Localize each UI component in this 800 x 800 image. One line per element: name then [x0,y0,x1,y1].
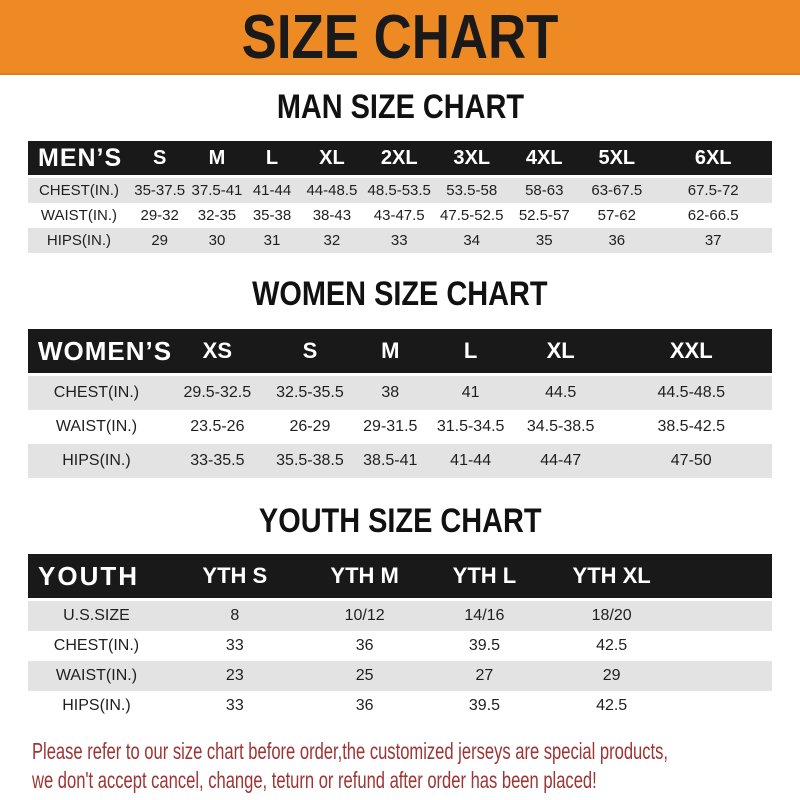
women-size-value-cell: 38 [350,375,430,411]
men-size-value-cell: 62-66.5 [654,203,772,228]
men-size-value-cell: 29-32 [130,203,190,228]
men-size-value-cell: 47.5-52.5 [434,203,509,228]
men-size-value-cell: 67.5-72 [654,177,772,204]
men-size-value-cell: 37 [654,228,772,253]
youth-size-value-cell: 36 [305,691,425,721]
youth-row-filler [679,631,772,661]
youth-column-header: YTH M [305,554,425,600]
youth-row-label: WAIST(IN.) [28,661,165,691]
men-column-header: 6XL [654,141,772,177]
youth-size-value-cell: 25 [305,661,425,691]
footer-note-line-1: Please refer to our size chart before order,the customized jerseys are special products, [32,738,669,764]
men-size-value-cell: 53.5-58 [434,177,509,204]
youth-size-value-cell: 42.5 [544,691,679,721]
women-table-header-row [28,329,772,375]
women-column-header: XL [511,329,611,375]
men-size-value-cell: 36 [579,228,654,253]
men-row-label: HIPS(IN.) [28,228,130,253]
women-size-value-cell: 41-44 [430,444,510,478]
men-size-value-cell: 31 [244,228,299,253]
men-size-table [28,141,772,253]
youth-size-table [28,554,772,721]
women-corner-label: WOMEN’S [28,329,165,375]
men-section-heading-text: MAN SIZE CHART [276,88,524,126]
youth-row-filler [679,600,772,632]
youth-header-filler [679,554,772,600]
women-column-header: XXL [611,329,773,375]
men-section-heading [0,88,800,126]
men-size-value-cell: 30 [189,228,244,253]
men-size-value-cell: 57-62 [579,203,654,228]
women-table-row [28,375,772,411]
men-size-value-cell: 38-43 [300,203,365,228]
men-size-value-cell: 29 [130,228,190,253]
men-column-header: S [130,141,190,177]
youth-row-filler [679,661,772,691]
women-size-value-cell: 32.5-35.5 [270,375,350,411]
youth-section-heading [0,502,800,540]
youth-size-value-cell: 29 [544,661,679,691]
men-size-value-cell: 52.5-57 [509,203,579,228]
women-size-value-cell: 35.5-38.5 [270,444,350,478]
men-size-value-cell: 34 [434,228,509,253]
women-size-value-cell: 38.5-41 [350,444,430,478]
men-size-value-cell: 35-38 [244,203,299,228]
men-column-header: 3XL [434,141,509,177]
youth-row-label: U.S.SIZE [28,600,165,632]
women-size-value-cell: 29.5-32.5 [165,375,270,411]
youth-size-value-cell: 14/16 [425,600,545,632]
men-size-value-cell: 37.5-41 [189,177,244,204]
women-row-label: WAIST(IN.) [28,410,165,444]
women-size-value-cell: 33-35.5 [165,444,270,478]
women-size-value-cell: 44-47 [511,444,611,478]
youth-column-header: YTH L [425,554,545,600]
women-table-row [28,444,772,478]
youth-size-value-cell: 39.5 [425,691,545,721]
men-table-row [28,177,772,204]
footer-note [32,737,800,795]
men-size-value-cell: 32 [300,228,365,253]
men-size-value-cell: 35-37.5 [130,177,190,204]
women-column-header: L [430,329,510,375]
youth-size-value-cell: 33 [165,691,305,721]
women-size-value-cell: 34.5-38.5 [511,410,611,444]
youth-column-header: YTH XL [544,554,679,600]
footer-note-line-2: we don't accept cancel, change, teturn or refund after order has been placed! [32,767,597,793]
men-size-value-cell: 41-44 [244,177,299,204]
youth-column-header: YTH S [165,554,305,600]
women-size-value-cell: 38.5-42.5 [611,410,773,444]
men-size-value-cell: 63-67.5 [579,177,654,204]
men-column-header: XL [300,141,365,177]
women-size-value-cell: 26-29 [270,410,350,444]
women-row-label: HIPS(IN.) [28,444,165,478]
men-size-value-cell: 48.5-53.5 [364,177,434,204]
youth-section-heading-text: YOUTH SIZE CHART [258,502,542,540]
youth-table-row [28,691,772,721]
men-row-label: CHEST(IN.) [28,177,130,204]
youth-size-value-cell: 39.5 [425,631,545,661]
youth-size-value-cell: 33 [165,631,305,661]
men-size-value-cell: 58-63 [509,177,579,204]
youth-row-label: CHEST(IN.) [28,631,165,661]
women-size-value-cell: 23.5-26 [165,410,270,444]
youth-table-row [28,661,772,691]
men-row-label: WAIST(IN.) [28,203,130,228]
men-column-header: L [244,141,299,177]
women-size-value-cell: 44.5 [511,375,611,411]
men-column-header: M [189,141,244,177]
youth-table-row [28,600,772,632]
men-corner-label: MEN’S [28,141,130,177]
banner-title: SIZE CHART [241,1,559,72]
women-row-label: CHEST(IN.) [28,375,165,411]
youth-table-row [28,631,772,661]
men-size-value-cell: 44-48.5 [300,177,365,204]
men-column-header: 5XL [579,141,654,177]
men-table-row [28,228,772,253]
youth-table-header-row [28,554,772,600]
youth-row-label: HIPS(IN.) [28,691,165,721]
men-column-header: 4XL [509,141,579,177]
youth-size-value-cell: 8 [165,600,305,632]
women-section-heading [0,275,800,313]
women-size-table [28,329,772,478]
youth-row-filler [679,691,772,721]
youth-size-value-cell: 10/12 [305,600,425,632]
men-size-value-cell: 32-35 [189,203,244,228]
women-column-header: M [350,329,430,375]
youth-size-value-cell: 42.5 [544,631,679,661]
youth-size-value-cell: 18/20 [544,600,679,632]
men-size-value-cell: 33 [364,228,434,253]
size-chart-banner [0,0,800,75]
men-column-header: 2XL [364,141,434,177]
youth-size-value-cell: 27 [425,661,545,691]
women-size-value-cell: 44.5-48.5 [611,375,773,411]
women-column-header: S [270,329,350,375]
women-section-heading-text: WOMEN SIZE CHART [252,275,548,313]
men-size-value-cell: 35 [509,228,579,253]
youth-corner-label: YOUTH [28,554,165,600]
youth-size-value-cell: 36 [305,631,425,661]
women-size-value-cell: 41 [430,375,510,411]
men-table-header-row [28,141,772,177]
youth-size-value-cell: 23 [165,661,305,691]
women-size-value-cell: 47-50 [611,444,773,478]
men-size-value-cell: 43-47.5 [364,203,434,228]
men-table-row [28,203,772,228]
women-size-value-cell: 29-31.5 [350,410,430,444]
women-size-value-cell: 31.5-34.5 [430,410,510,444]
women-column-header: XS [165,329,270,375]
women-table-row [28,410,772,444]
